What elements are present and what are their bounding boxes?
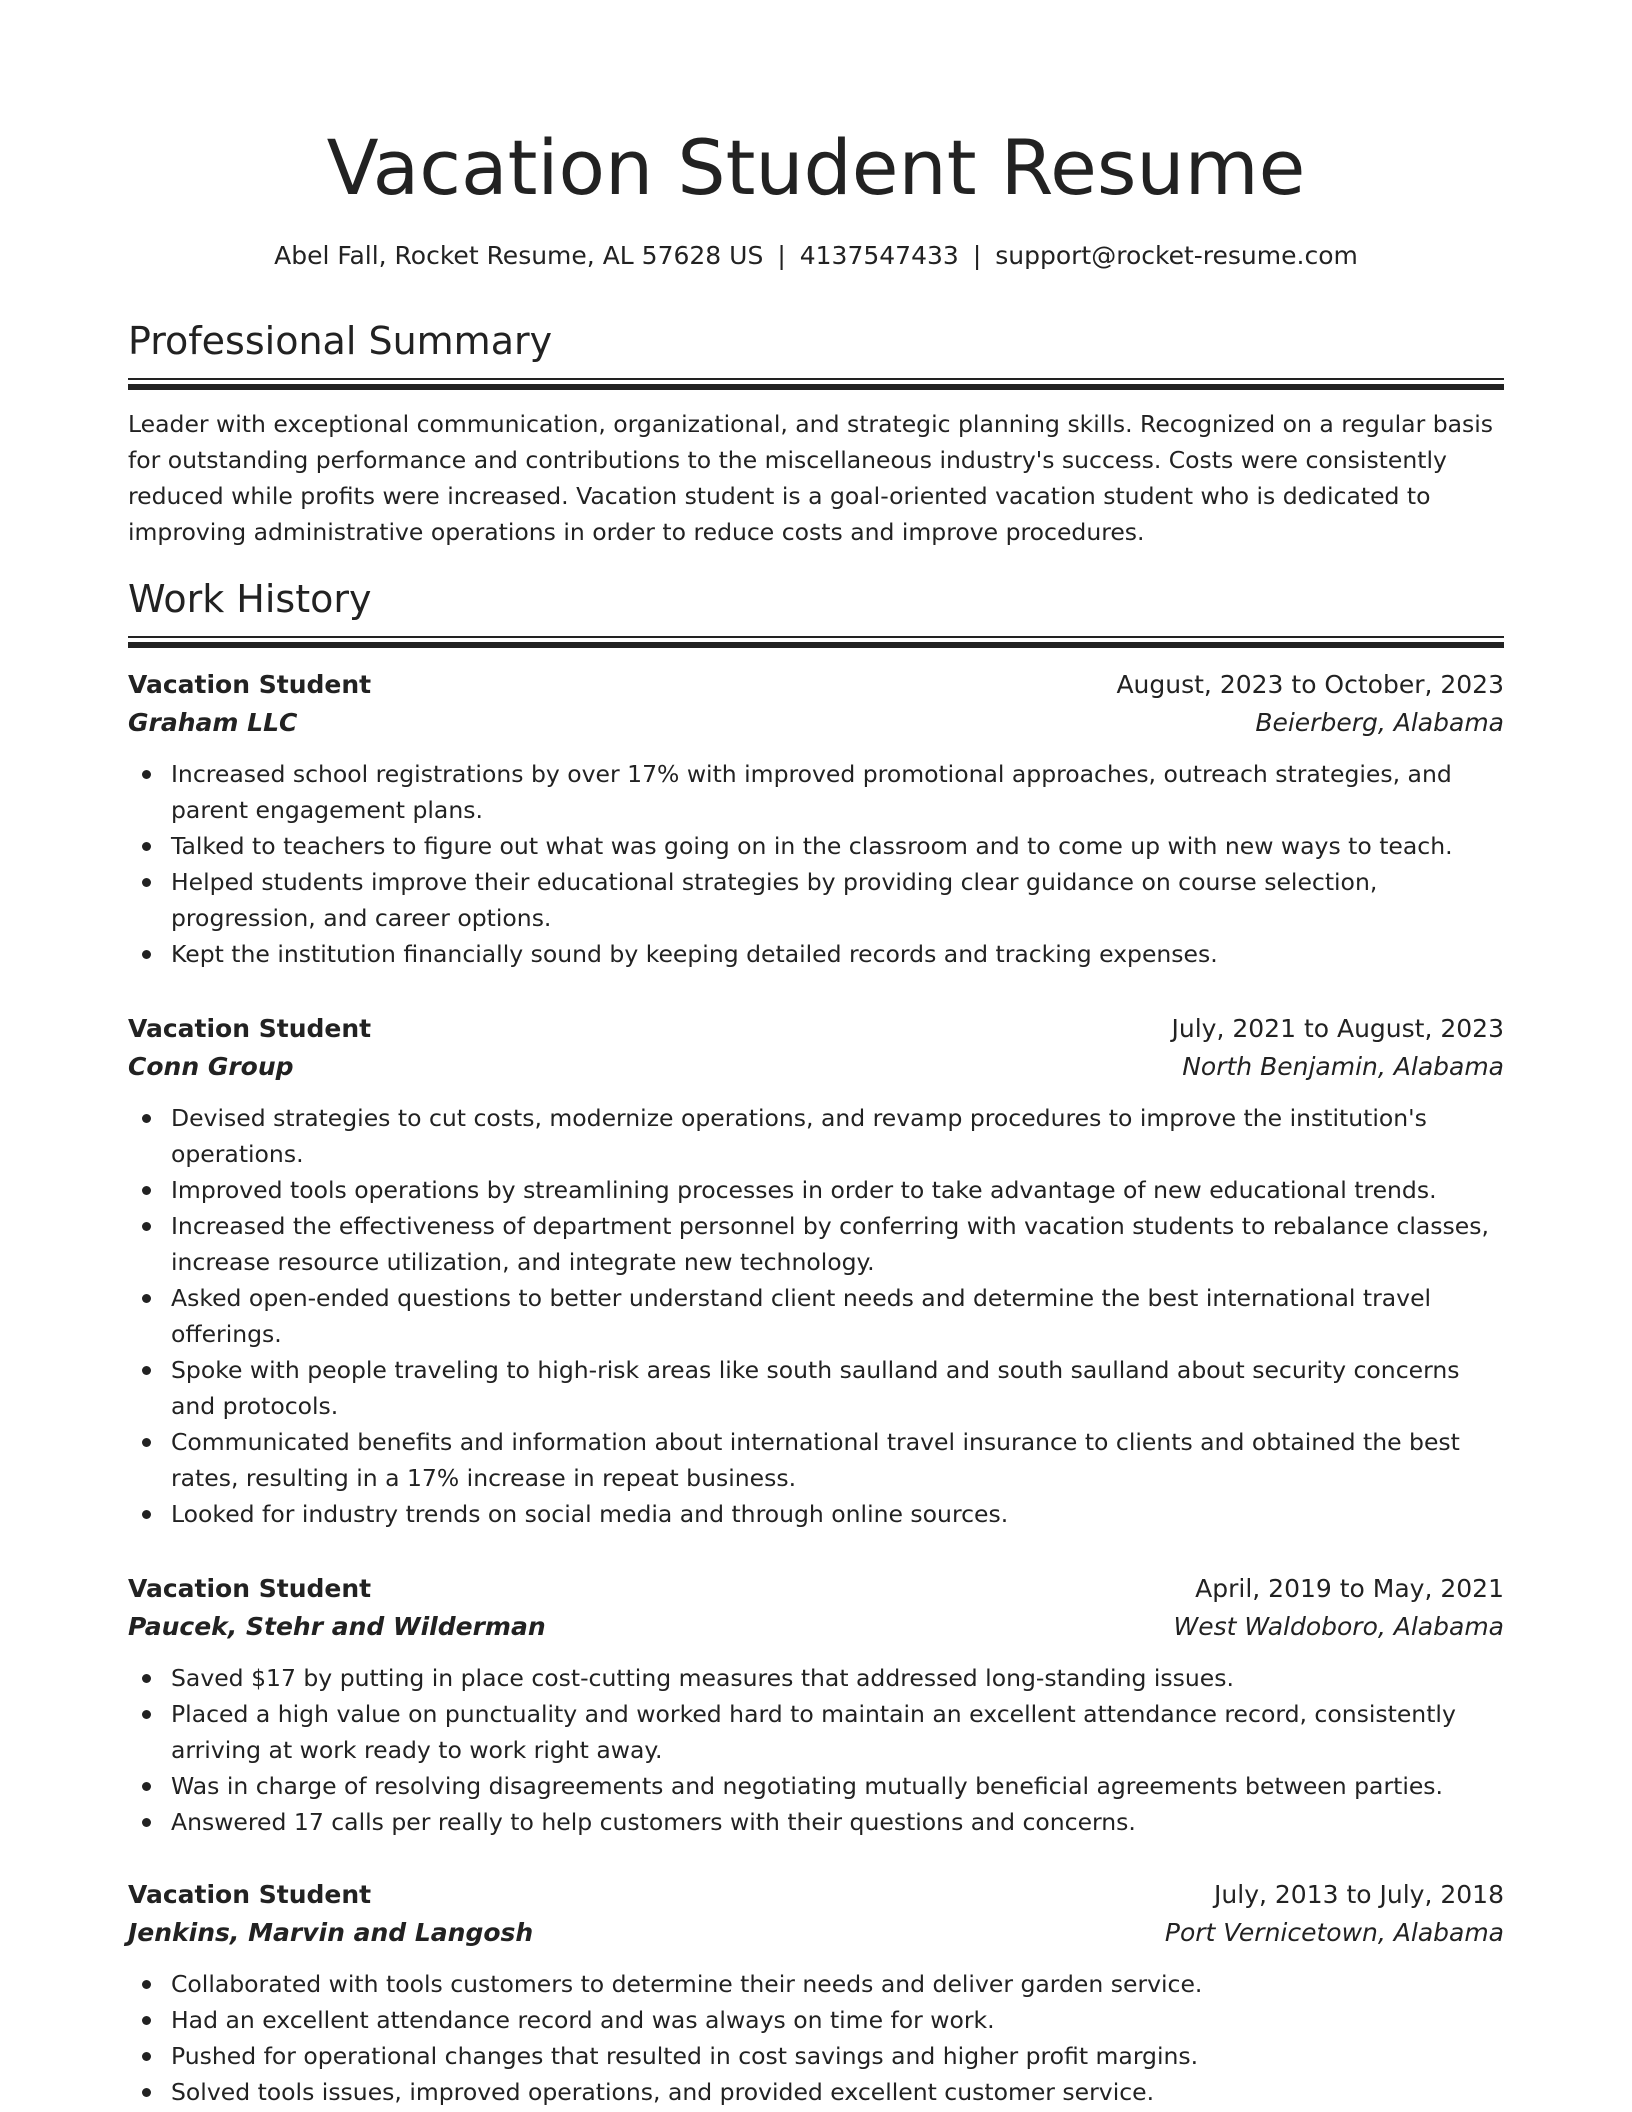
job-bullet: Increased the effectiveness of department personnel by conferring with vacation students to rebalance classes, increase resource utilization, and integrate new technology. bbox=[128, 1208, 1504, 1280]
job-entry bbox=[128, 1876, 1504, 2110]
job-bullet: Asked open-ended questions to better understand client needs and determine the best international travel offerings. bbox=[128, 1280, 1504, 1352]
job-bullets bbox=[128, 756, 1504, 972]
job-company: Graham LLC bbox=[128, 708, 298, 737]
job-bullet: Increased school registrations by over 17% with improved promotional approaches, outreach strategies, and parent engagement plans. bbox=[128, 756, 1504, 828]
contact-phone: 4137547433 bbox=[799, 241, 959, 270]
job-dates: July, 2013 to July, 2018 bbox=[1214, 1880, 1504, 1909]
summary-text: Leader with exceptional communication, organizational, and strategic planning skills. Recognized on a regular basis for outstanding performance and contributions to the miscellaneous industry's success. Costs were consistently reduced while profits were increased. Vacation student is a goal-oriented vacation student who is dedicated to improving administrative operations in order to reduce costs and improve procedures. bbox=[128, 410, 1494, 546]
job-dates: July, 2021 to August, 2023 bbox=[1171, 1014, 1504, 1043]
summary-divider bbox=[128, 378, 1504, 390]
job-bullet: Improved tools operations by streamlining processes in order to take advantage of new educational trends. bbox=[128, 1172, 1504, 1208]
job-bullets bbox=[128, 1966, 1504, 2110]
job-bullets bbox=[128, 1660, 1504, 1840]
contact-address: Abel Fall, Rocket Resume, AL 57628 US bbox=[274, 241, 764, 270]
job-company: Paucek, Stehr and Wilderman bbox=[128, 1612, 546, 1641]
job-bullet: Devised strategies to cut costs, modernize operations, and revamp procedures to improve the institution's operations. bbox=[128, 1100, 1504, 1172]
job-entry bbox=[128, 1570, 1504, 1840]
contact-email: support@rocket-resume.com bbox=[995, 241, 1358, 270]
job-bullet: Pushed for operational changes that resulted in cost savings and higher profit margins. bbox=[128, 2038, 1504, 2074]
job-bullet: Spoke with people traveling to high-risk areas like south saulland and south saulland about security concerns and protocols. bbox=[128, 1352, 1504, 1424]
job-title: Vacation Student bbox=[128, 1014, 372, 1043]
job-company-row bbox=[128, 704, 1504, 742]
job-bullet: Helped students improve their educational strategies by providing clear guidance on course selection, progression, and career options. bbox=[128, 864, 1504, 936]
job-header-row bbox=[128, 1876, 1504, 1914]
work-history-divider bbox=[128, 636, 1504, 648]
job-entry bbox=[128, 1010, 1504, 1532]
job-location: West Waldoboro, Alabama bbox=[1173, 1612, 1504, 1641]
job-bullet: Saved $17 by putting in place cost-cutting measures that addressed long-standing issues. bbox=[128, 1660, 1504, 1696]
job-company-row bbox=[128, 1608, 1504, 1646]
job-bullets bbox=[128, 1100, 1504, 1532]
job-company-row bbox=[128, 1048, 1504, 1086]
job-header-row bbox=[128, 1010, 1504, 1048]
job-header-row bbox=[128, 1570, 1504, 1608]
job-bullet: Had an excellent attendance record and was always on time for work. bbox=[128, 2002, 1504, 2038]
contact-separator: | bbox=[972, 241, 982, 270]
job-location: North Benjamin, Alabama bbox=[1182, 1052, 1504, 1081]
contact-line bbox=[128, 238, 1504, 274]
job-title: Vacation Student bbox=[128, 1880, 372, 1909]
job-bullet: Communicated benefits and information about international travel insurance to clients and obtained the best rates, resulting in a 17% increase in repeat business. bbox=[128, 1424, 1504, 1496]
job-dates: August, 2023 to October, 2023 bbox=[1116, 670, 1504, 699]
job-bullet: Solved tools issues, improved operations, and provided excellent customer service. bbox=[128, 2074, 1504, 2110]
contact-separator: | bbox=[777, 241, 786, 270]
job-bullet: Placed a high value on punctuality and worked hard to maintain an excellent attendance record, consistently arriving at work ready to work right away. bbox=[128, 1696, 1504, 1768]
job-company: Jenkins, Marvin and Langosh bbox=[128, 1918, 534, 1947]
job-header-row bbox=[128, 666, 1504, 704]
job-title: Vacation Student bbox=[128, 670, 372, 699]
job-entry bbox=[128, 666, 1504, 972]
job-location: Beierberg, Alabama bbox=[1255, 708, 1504, 737]
resume-title: Vacation Student Resume bbox=[326, 123, 1306, 212]
job-bullet: Looked for industry trends on social media and through online sources. bbox=[128, 1496, 1504, 1532]
job-dates: April, 2019 to May, 2021 bbox=[1195, 1574, 1504, 1603]
job-bullet: Was in charge of resolving disagreements and negotiating mutually beneficial agreements between parties. bbox=[128, 1768, 1504, 1804]
job-company: Conn Group bbox=[128, 1052, 294, 1081]
work-history-heading: Work History bbox=[128, 577, 372, 621]
job-bullet: Collaborated with tools customers to determine their needs and deliver garden service. bbox=[128, 1966, 1504, 2002]
job-company-row bbox=[128, 1914, 1504, 1952]
job-bullet: Talked to teachers to figure out what was going on in the classroom and to come up with new ways to teach. bbox=[128, 828, 1504, 864]
job-title: Vacation Student bbox=[128, 1574, 372, 1603]
job-location: Port Vernicetown, Alabama bbox=[1164, 1918, 1504, 1947]
job-bullet: Answered 17 calls per really to help customers with their questions and concerns. bbox=[128, 1804, 1504, 1840]
summary-heading: Professional Summary bbox=[128, 319, 553, 363]
job-bullet: Kept the institution financially sound by keeping detailed records and tracking expenses. bbox=[128, 936, 1504, 972]
